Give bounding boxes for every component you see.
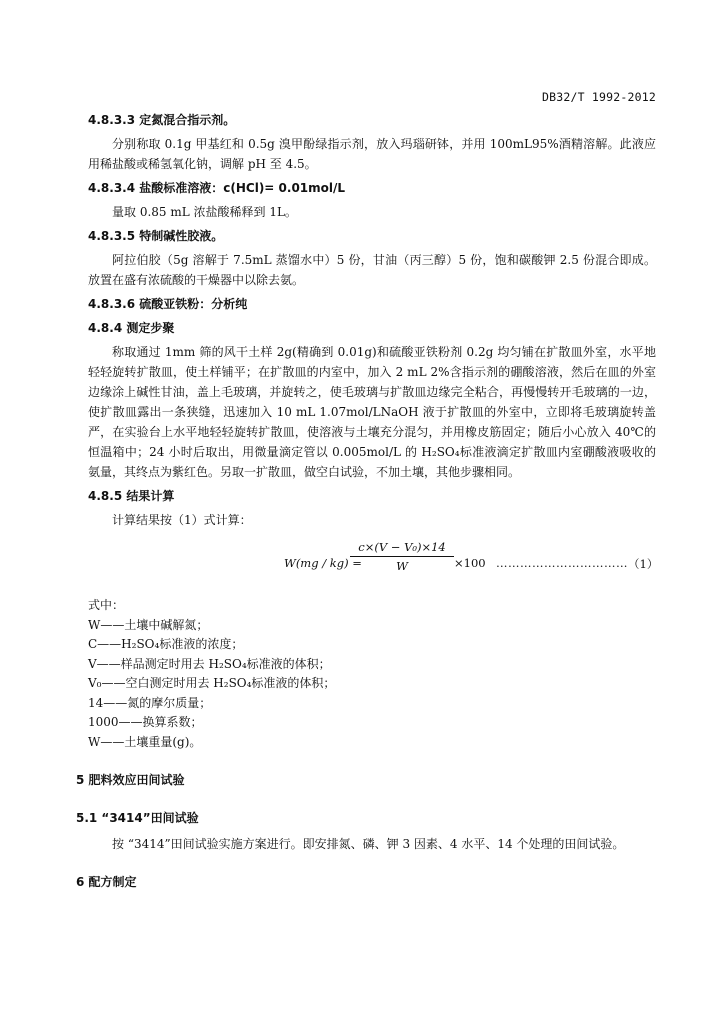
document-code: DB32/T 1992-2012 xyxy=(542,90,656,104)
heading-4-8-3-4: 4.8.3.4 盐酸标准溶液：c(HCl)= 0.01mol/L xyxy=(88,181,346,195)
paragraph-procedure: 称取通过 1mm 筛的风干土样 2g(精确到 0.01g)和硫酸亚铁粉剂 0.2g 均匀铺在扩散皿外室，水平地轻轻旋转扩散皿，使土样铺平；在扩散皿的内室中，加入 2 mL 2%含指示剂的硼酸溶液，然后在皿的外室边缘涂上碱性甘油，盖上毛玻璃，并旋转之，使毛玻璃与扩散皿边缘完全粘合，再慢慢转开毛玻璃的一边，使扩散皿露出一条狭缝，迅速加入 10 mL 1.07mol/LNaOH 液于扩散皿的外室中，立即将毛玻璃旋转盖严，在实验台上水平地轻轻旋转扩散皿，使溶液与土壤充分混匀，并用橡皮筋固定；随后小心放入 40℃的恒温箱中；24 小时后取出，用微量滴定管以 0.005mol/L 的 H₂SO₄标准液滴定扩散皿内室硼酸液吸收的氨量，其终点为紫红色。另取一扩散皿，做空白试验，不加土壤，其他步骤相同。 xyxy=(88,345,656,479)
heading-4-8-3-6: 4.8.3.6 硫酸亚铁粉：分析纯 xyxy=(88,297,248,311)
formula-1 xyxy=(88,540,659,596)
legend-item: V——样品测定时用去 H₂SO₄标准液的体积； xyxy=(88,656,331,671)
heading-5-1: 5.1 “3414”田间试验 xyxy=(76,811,199,825)
legend-item: W——土壤中碱解氮； xyxy=(88,617,209,632)
paragraph-calc-intro: 计算结果按（1）式计算： xyxy=(112,513,252,527)
formula-fraction xyxy=(350,540,454,573)
heading-section-6: 6 配方制定 xyxy=(76,875,137,889)
legend-intro: 式中： xyxy=(88,598,125,612)
heading-section-5: 5 肥料效应田间试验 xyxy=(76,773,185,787)
legend-item: 14——氮的摩尔质量； xyxy=(88,695,212,710)
formula-number: （1） xyxy=(628,557,659,571)
heading-4-8-4: 4.8.4 测定步聚 xyxy=(88,321,175,335)
heading-4-8-5: 4.8.5 结果计算 xyxy=(88,489,175,503)
formula-leader-dots: …………………………… xyxy=(496,556,628,570)
formula-numerator: c×(V − V₀)×14 xyxy=(350,540,454,557)
legend-item: 1000——换算系数； xyxy=(88,715,203,729)
document-body xyxy=(76,110,659,892)
heading-4-8-3-3: 4.8.3.3 定氮混合指示剂。 xyxy=(88,113,236,127)
heading-4-8-3-5: 4.8.3.5 特制碱性胶液。 xyxy=(88,229,224,243)
legend-item: C——H₂SO₄标准液的浓度； xyxy=(88,637,244,651)
paragraph-indicator-prep: 分别称取 0.1g 甲基红和 0.5g 溴甲酚绿指示剂，放入玛瑙研钵，并用 100mL95%酒精溶解。此液应用稀盐酸或稀氢氧化钠，调解 pH 至 4.5。 xyxy=(88,137,656,171)
formula-lhs: W(mg / kg) = xyxy=(284,556,362,570)
legend-item: V₀——空白测定时用去 H₂SO₄标准液的体积； xyxy=(88,676,336,690)
paragraph-hcl-prep: 量取 0.85 mL 浓盐酸稀释到 1L。 xyxy=(112,205,297,219)
formula-denominator: W xyxy=(396,559,408,573)
formula-legend xyxy=(88,596,656,752)
formula-multiplier: ×100 xyxy=(454,556,486,570)
paragraph-alkaline-gel: 阿拉伯胶（5g 溶解于 7.5mL 蒸馏水中）5 份，甘油（丙三醇）5 份，饱和碳酸钾 2.5 份混合即成。放置在盛有浓硫酸的干燥器中以除去氨。 xyxy=(88,253,656,287)
legend-item: W——土壤重量(g)。 xyxy=(88,734,202,749)
paragraph-3414-trial: 按 “3414”田间试验实施方案进行。即安排氮、磷、钾 3 因素、4 水平、14 个处理的田间试验。 xyxy=(112,837,625,851)
